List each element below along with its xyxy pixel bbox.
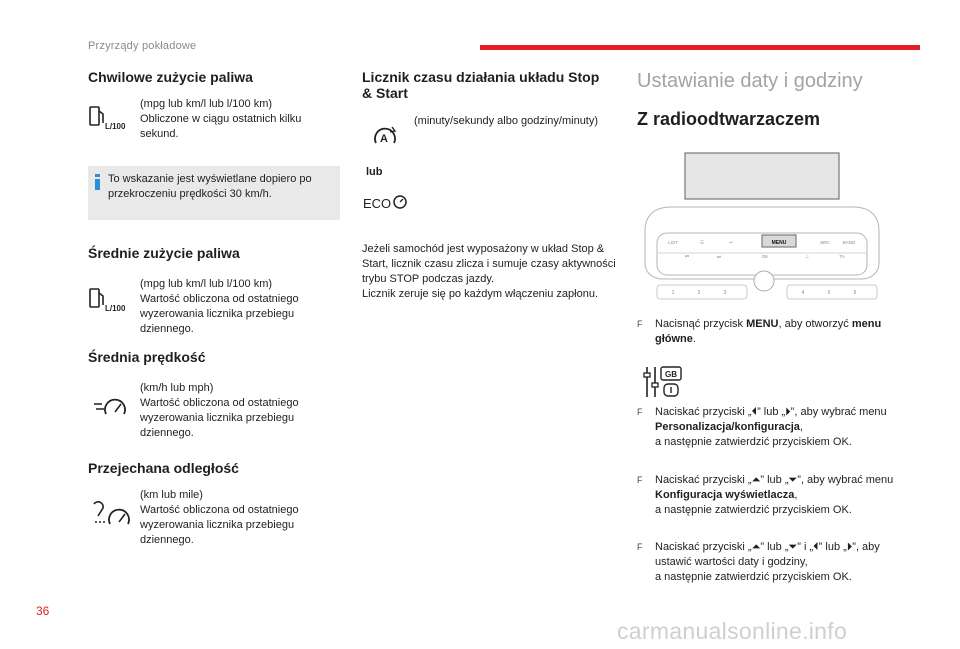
- settings-sliders-icon: [642, 365, 684, 399]
- step-2: F Naciskać przyciski „⏴” lub „⏵”, aby wybrać menu Personalizacja/konfiguracja, a następnie zatwierdzić przyciskiem OK.: [637, 406, 887, 448]
- svg-text:SRC: SRC: [820, 240, 830, 245]
- radio-screen: [685, 153, 839, 199]
- speedometer-icon: [92, 394, 130, 420]
- svg-text:5: 5: [827, 290, 831, 296]
- svg-text:A: A: [380, 133, 388, 145]
- instant-consumption-title: Chwilowe zużycie paliwa: [88, 69, 253, 85]
- info-icon: [94, 174, 102, 190]
- svg-text:⏭: ⏭: [716, 254, 722, 259]
- average-speed-title: Średnia prędkość: [88, 349, 206, 365]
- stop-start-title: Licznik czasu działania układu Stop & Start: [362, 69, 600, 101]
- svg-text:♫: ♫: [805, 254, 809, 259]
- svg-text:MENU: MENU: [771, 240, 787, 246]
- date-time-title: Ustawianie daty i godziny: [637, 70, 863, 92]
- menu-key-label: MENU: [746, 318, 779, 330]
- section-label: Przyrządy pokładowe: [88, 40, 197, 52]
- step-1: F Nacisnąć przycisk MENU, aby otworzyć menu główne.: [637, 318, 882, 345]
- bullet-mark: F: [637, 319, 643, 329]
- page-number: 36: [36, 604, 50, 618]
- fuel-pump-icon: [88, 285, 130, 315]
- stop-start-desc2: Jeżeli samochód jest wyposażony w układ Stop & Start, licznik czasu zlicza i sumuje czasy aktywności trybu STOP podczas jazdy. Licznik zeruje się po każdym włączeniu zapłonu.: [362, 243, 616, 300]
- svg-text:OK: OK: [761, 254, 769, 259]
- distance-icon: [90, 500, 132, 530]
- svg-text:4: 4: [801, 290, 805, 296]
- bullet-mark: F: [637, 475, 643, 485]
- svg-text:↩: ↩: [729, 240, 733, 245]
- svg-text:6: 6: [853, 290, 857, 296]
- average-speed-desc: (km/h lub mph) Wartość obliczona od ostatniego wyzerowania licznika przebiegu dziennego.: [140, 382, 299, 439]
- eco-timer-icon: [362, 192, 410, 214]
- svg-text:BAND: BAND: [842, 240, 856, 245]
- stop-start-icon: [372, 123, 398, 151]
- header-accent-bar: [480, 45, 920, 50]
- info-text: To wskazanie jest wyświetlane dopiero po przekroczeniu prędkości 30 km/h.: [108, 173, 312, 200]
- watermark: carmanualsonline.info: [617, 618, 848, 644]
- step-4: F Naciskać przyciski „⏶” lub „⏷” i „⏴” lub „⏵”, aby ustawić wartości daty i godziny, a następnie zatwierdzić przyciskiem OK.: [637, 541, 880, 583]
- distance-title: Przejechana odległość: [88, 460, 239, 476]
- eco-label: ECO: [363, 196, 392, 211]
- svg-text:3: 3: [723, 290, 727, 296]
- bullet-mark: F: [637, 542, 643, 552]
- svg-text:TA: TA: [839, 254, 845, 259]
- average-consumption-desc: (mpg lub km/l lub l/100 km) Wartość obliczona od ostatniego wyzerowania licznika przebiegu dziennego.: [140, 278, 299, 335]
- step-3: F Naciskać przyciski „⏶” lub „⏷”, aby wybrać menu Konfiguracja wyświetlacza, a następnie zatwierdzić przyciskiem OK.: [637, 474, 894, 516]
- radio-unit-illustration: [637, 145, 887, 315]
- svg-text:⏮: ⏮: [684, 254, 690, 259]
- distance-desc: (km lub mile) Wartość obliczona od ostatniego wyzerowania licznika przebiegu dziennego.: [140, 489, 299, 546]
- svg-text:☰: ☰: [699, 240, 705, 245]
- bullet-mark: F: [637, 407, 643, 417]
- icon-label: L/100: [105, 304, 126, 313]
- icon-label: L/100: [105, 122, 126, 131]
- info-box: [88, 166, 340, 220]
- fuel-pump-icon: [88, 103, 130, 133]
- instant-consumption-desc: (mpg lub km/l lub l/100 km) Obliczone w ciągu ostatnich kilku sekund.: [140, 98, 302, 140]
- svg-text:2: 2: [697, 290, 701, 296]
- svg-text:1: 1: [671, 290, 675, 296]
- stop-start-desc1: (minuty/sekundy albo godziny/minuty): [414, 115, 599, 127]
- svg-text:LIST: LIST: [668, 240, 678, 245]
- radio-subtitle: Z radioodtwarzaczem: [637, 109, 821, 129]
- average-consumption-title: Średnie zużycie paliwa: [88, 245, 240, 261]
- gb-label: GB: [665, 370, 677, 379]
- or-label: lub: [366, 166, 383, 178]
